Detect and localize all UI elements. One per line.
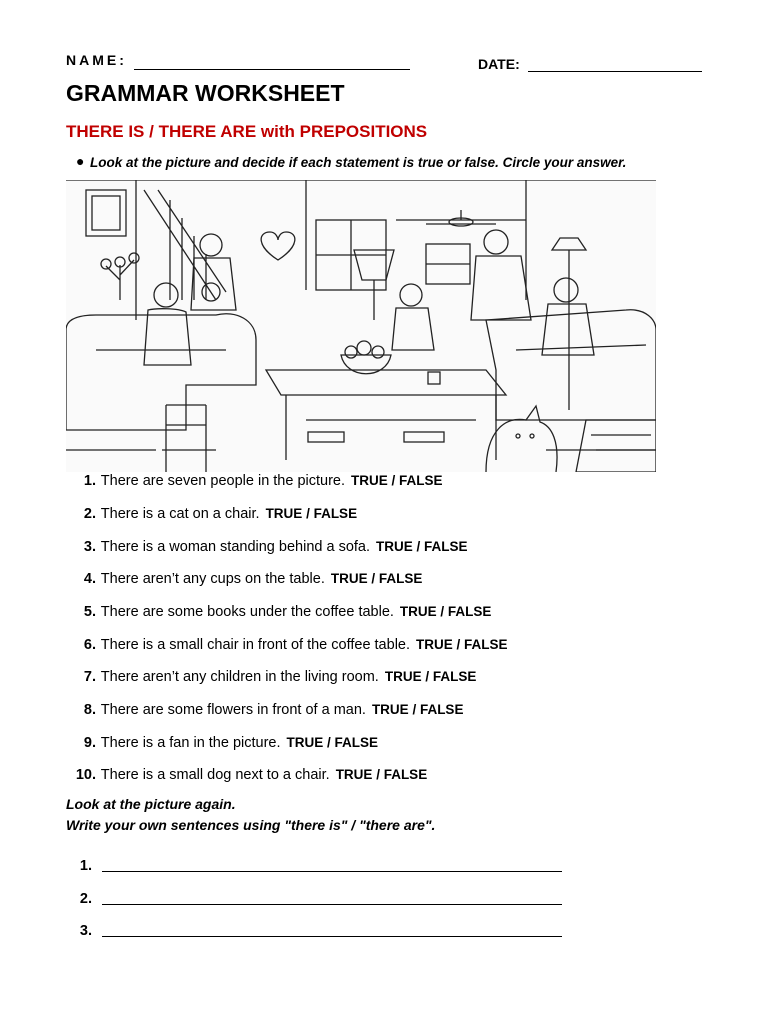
writing-line[interactable]: 2. xyxy=(66,890,562,907)
true-false-choice[interactable]: TRUE / FALSE xyxy=(376,539,468,554)
worksheet-title: GRAMMAR WORKSHEET xyxy=(66,80,345,106)
writing-instructions: Look at the picture again. Write your own sentences using "there is" / "there are". xyxy=(66,796,436,833)
question-item: 7. There aren’t any children in the living room. TRUE / FALSE xyxy=(83,669,477,685)
question-item: 3. There is a woman standing behind a sofa. TRUE / FALSE xyxy=(83,539,468,555)
question-item: 9. There is a fan in the picture. TRUE / FALSE xyxy=(83,735,379,751)
writing-line[interactable]: 1. xyxy=(66,857,562,874)
bullet-icon: ● xyxy=(76,153,85,169)
date-blank-line[interactable] xyxy=(528,71,702,72)
question-item: 8. There are some flowers in front of a man. TRUE / FALSE xyxy=(83,702,464,718)
question-item: 2. There is a cat on a chair. TRUE / FALSE xyxy=(83,506,358,522)
true-false-choice[interactable]: TRUE / FALSE xyxy=(416,637,508,652)
writing-line[interactable]: 3. xyxy=(66,922,562,939)
true-false-choice[interactable]: TRUE / FALSE xyxy=(351,473,443,488)
name-label: NAME: xyxy=(66,52,127,68)
true-false-choice[interactable]: TRUE / FALSE xyxy=(265,506,358,521)
true-false-choice[interactable]: TRUE / FALSE xyxy=(330,571,423,586)
true-false-choice[interactable]: TRUE / FALSE xyxy=(371,702,464,717)
living-room-illustration xyxy=(66,180,656,472)
question-item: 10. There is a small dog next to a chair. TRUE / FALSE xyxy=(75,767,428,783)
true-false-choice[interactable]: TRUE / FALSE xyxy=(399,604,492,619)
worksheet-subtitle: THERE IS / THERE ARE with PREPOSITIONS xyxy=(66,122,428,141)
question-item: 4. There aren’t any cups on the table. TRUE / FALSE xyxy=(83,571,423,587)
true-false-choice[interactable]: TRUE / FALSE xyxy=(286,735,379,750)
date-label: DATE: xyxy=(478,56,520,72)
name-blank-line[interactable] xyxy=(134,69,410,70)
true-false-choice[interactable]: TRUE / FALSE xyxy=(335,767,428,782)
question-item: 1. There are seven people in the picture. TRUE / FALSE xyxy=(83,473,443,489)
true-false-choice[interactable]: TRUE / FALSE xyxy=(384,669,477,684)
instruction-text: Look at the picture and decide if each statement is true or false. Circle your answer. xyxy=(90,155,627,170)
question-item: 6. There is a small chair in front of the coffee table. TRUE / FALSE xyxy=(83,637,508,653)
question-item: 5. There are some books under the coffee table. TRUE / FALSE xyxy=(83,604,492,620)
